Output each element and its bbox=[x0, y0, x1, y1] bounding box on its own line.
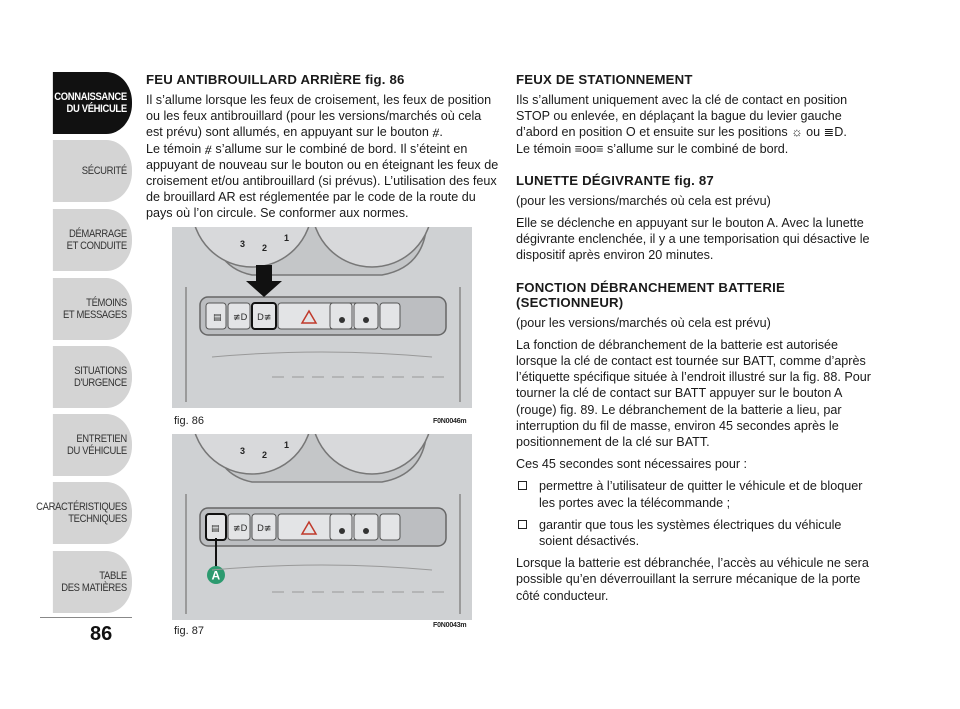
gauge-tick-label: 3 bbox=[240, 239, 246, 249]
page-number-divider bbox=[40, 617, 132, 618]
tab-temoins-et-messages[interactable]: TÉMOINS ET MESSAGES bbox=[53, 278, 132, 340]
figure-87-dashboard-buttons bbox=[172, 434, 472, 620]
section-heading-rear-fog-light: FEU ANTIBROUILLARD ARRIÈRE fig. 86 bbox=[146, 72, 405, 87]
figure-code: F0N0046m bbox=[433, 418, 467, 425]
paragraph: (pour les versions/marchés où cela est prévu) bbox=[516, 193, 771, 208]
section-heading-parking-lights: FEUX DE STATIONNEMENT bbox=[516, 72, 693, 87]
svg-text:▤: ▤ bbox=[213, 313, 222, 323]
gauge-tick-label: 2 bbox=[262, 243, 268, 253]
figure-caption: fig. 86 bbox=[174, 415, 204, 427]
svg-text:D≢: D≢ bbox=[257, 524, 272, 534]
figure-86-dashboard-buttons bbox=[172, 227, 472, 408]
figure-caption: fig. 87 bbox=[174, 625, 204, 637]
tab-securite[interactable]: SÉCURITÉ bbox=[53, 140, 132, 202]
paragraph: Le témoin ⧣ s’allume sur le combiné de bord. Il s’éteint en appuyant de nouveau sur le bouton ou en éteignant les feux de croisement et/ou antibrouillard (si prévus). L’utilisation des feux de brouillard AR est réglementée par le code de la route du pays où l’on circule. Se conformer aux normes. bbox=[146, 141, 499, 221]
svg-text:D≢: D≢ bbox=[257, 313, 272, 323]
paragraph: Ces 45 secondes sont nécessaires pour : bbox=[516, 457, 748, 472]
svg-text:≢D: ≢D bbox=[233, 313, 248, 323]
paragraph: Lorsque la batterie est débranchée, l’accès au véhicule ne sera possible qu’en déverrouillant la serrure mécanique de la porte côté conducteur. bbox=[516, 556, 869, 603]
section-heading-rear-defroster: LUNETTE DÉGIVRANTE fig. 87 bbox=[516, 172, 714, 188]
tab-connaissance-du-vehicule[interactable]: CONNAISSANCE DU VÉHICULE bbox=[53, 72, 132, 134]
dashboard-illustration bbox=[172, 227, 472, 408]
gauge-tick-label: 1 bbox=[284, 440, 290, 450]
svg-text:≢D: ≢D bbox=[233, 524, 248, 534]
paragraph: Ils s’allument uniquement avec la clé de contact en position STOP ou enlevée, en déplaçant la bague du levier gauche d’abord en position O et ensuite sur les positions ☼ ou ≣D. bbox=[516, 93, 848, 140]
tab-table-des-matieres[interactable]: TABLE DES MATIÈRES bbox=[53, 551, 132, 613]
svg-text:▤: ▤ bbox=[211, 524, 220, 534]
paragraph: Il s’allume lorsque les feux de croisement, les feux de position ou les feux antibrouillard (pour les versions/marchés où cela est prévu) sont allumés, en appuyant sur le bouton ⧣. bbox=[146, 93, 492, 140]
gauge-tick-label: 2 bbox=[262, 450, 268, 460]
paragraph: Elle se déclenche en appuyant sur le bouton A. Avec la lunette dégivrante enclenchée, il y a une temporisation qui désactive le dispositif après environ 20 minutes. bbox=[516, 216, 870, 263]
checkbox-bullet-icon bbox=[518, 520, 527, 529]
list-item: garantir que tous les systèmes électriques du véhicule soient désactivés. bbox=[516, 517, 872, 549]
section-heading-battery-disconnect: FONCTION DÉBRANCHEMENT BATTERIE (SECTIONNEUR) bbox=[516, 279, 785, 310]
dashboard-illustration bbox=[172, 434, 472, 620]
figure-code: F0N0043m bbox=[433, 622, 467, 629]
right-column bbox=[516, 72, 872, 610]
tab-caracteristiques-techniques[interactable]: CARACTÉRISTIQUES TECHNIQUES bbox=[53, 482, 132, 544]
gauge-tick-label: 1 bbox=[284, 233, 290, 243]
tab-demarrage-et-conduite[interactable]: DÉMARRAGE ET CONDUITE bbox=[53, 209, 132, 271]
paragraph: Le témoin ≡oo≡ s’allume sur le combiné de bord. bbox=[516, 141, 789, 156]
left-column bbox=[146, 72, 500, 228]
page-number: 86 bbox=[90, 623, 113, 645]
paragraph: La fonction de débranchement de la batterie est autorisée lorsque la clé de contact est tournée sur BATT, comme d’après l’étiquette spécifique située à l’endroit illustré sur la fig. 88. Pour tourner la clé de contact sur BATT appuyer sur le bouton A (rouge) fig. 89. Le débranchement de la batterie a lieu, par interruption du fil de masse, environ 45 secondes après le positionnement de la clé sur BATT. bbox=[516, 337, 871, 450]
marker-a-label: A bbox=[211, 568, 221, 583]
gauge-tick-label: 3 bbox=[240, 446, 246, 456]
checkbox-bullet-icon bbox=[518, 481, 527, 490]
tab-entretien-du-vehicule[interactable]: ENTRETIEN DU VÉHICULE bbox=[53, 414, 132, 476]
tab-situations-durgence[interactable]: SITUATIONS D'URGENCE bbox=[53, 346, 132, 408]
list-item: permettre à l’utilisateur de quitter le véhicule et de bloquer les portes avec la télécommande ; bbox=[516, 478, 872, 510]
paragraph: (pour les versions/marchés où cela est prévu) bbox=[516, 315, 771, 330]
